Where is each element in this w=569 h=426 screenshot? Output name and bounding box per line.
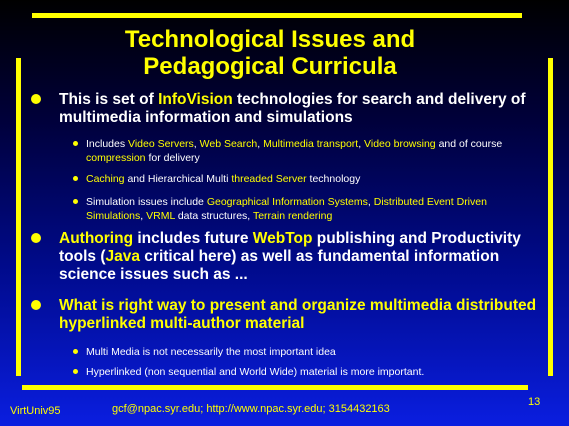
page-number: 13 — [528, 396, 541, 408]
sub-bullet-hyperlinked: Hyperlinked (non sequential and World Wide) material is more important. — [86, 365, 536, 379]
sub-bullet-video-servers: Includes Video Servers, Web Search, Multimedia transport, Video browsing and of course compression for delivery — [86, 137, 536, 165]
sub-bullet-multimedia-idea: Multi Media is not necessarily the most important idea — [86, 345, 536, 359]
sub-bullet-simulation: Simulation issues include Geographical Information Systems, Distributed Event Driven Simulations, VRML data structures, Terrain rendering — [86, 195, 536, 223]
bullet-dot-icon — [31, 233, 41, 243]
footer-course-label: VirtUniv95 — [10, 405, 61, 417]
footer-contact: gcf@npac.syr.edu; http://www.npac.syr.edu; 3154432163 — [112, 403, 390, 415]
bullet-authoring: Authoring includes future WebTop publishing and Productivity tools (Java critical here) as well as fundamental information science issues such as ... — [59, 230, 547, 284]
sub-bullet-dot-icon — [73, 349, 78, 354]
left-border-bar — [16, 58, 21, 376]
top-border-bar — [32, 13, 522, 18]
right-border-bar — [548, 58, 553, 376]
sub-bullet-caching: Caching and Hierarchical Multi threaded Server technology — [86, 172, 536, 186]
sub-bullet-dot-icon — [73, 369, 78, 374]
bullet-dot-icon — [31, 94, 41, 104]
sub-bullet-dot-icon — [73, 199, 78, 204]
title-line-1: Technological Issues and — [124, 26, 416, 53]
bullet-infovision: This is set of InfoVision technologies for search and delivery of multimedia information and simulations — [59, 91, 539, 127]
bottom-border-bar — [22, 385, 528, 390]
slide-title — [40, 26, 500, 80]
sub-bullet-dot-icon — [73, 176, 78, 181]
sub-bullet-dot-icon — [73, 141, 78, 146]
highlight-infovision: InfoVision — [158, 91, 233, 108]
bullet-present-organize: What is right way to present and organize multimedia distributed hyperlinked multi-author material — [59, 297, 539, 333]
title-line-2: Pedagogical Curricula — [143, 53, 397, 80]
bullet-dot-icon — [31, 300, 41, 310]
